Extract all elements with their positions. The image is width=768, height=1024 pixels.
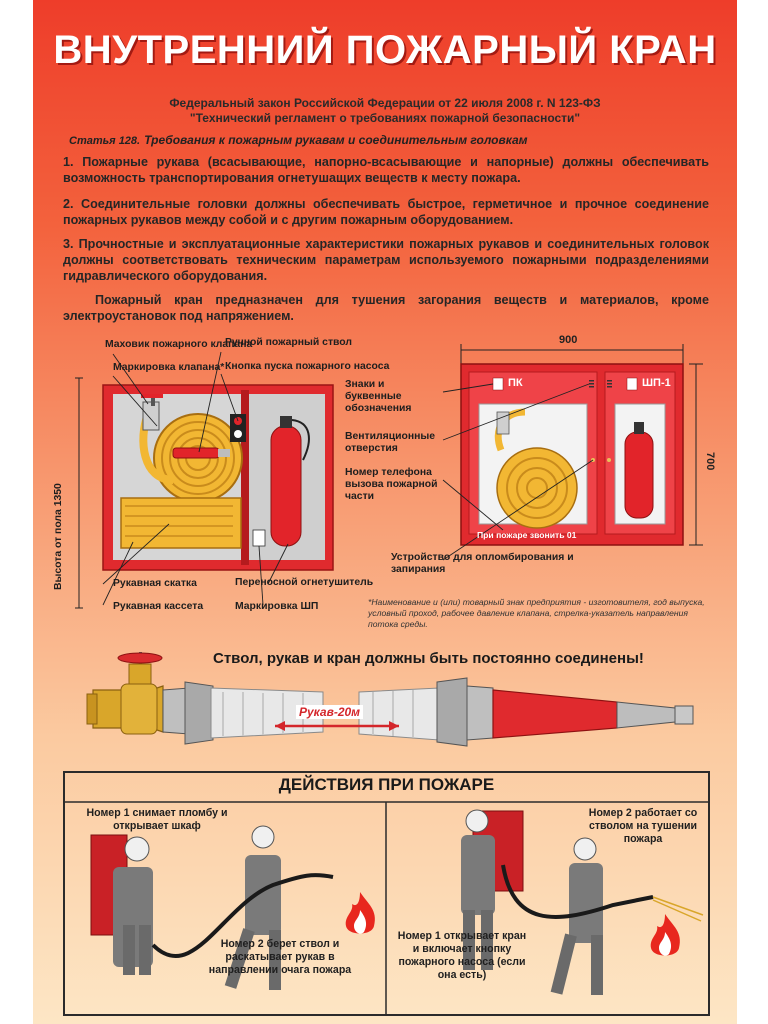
flame-icon (340, 890, 380, 940)
paragraph-2: 2. Соединительные головки должны обеспечивать быстрое, герметичное и прочное соединение пожарных рукавов между собой и с другим пожарным оборудованием. (63, 197, 709, 227)
article-heading (69, 133, 528, 147)
slogan: Ствол, рукав и кран должны быть постоянно соединены! (213, 650, 644, 667)
label-seal-device: Устройство для опломбирования и запирания (391, 552, 574, 575)
article-title: Требования к пожарным рукавам и соединительным головкам (144, 133, 528, 147)
action-step-1: Номер 1 снимает пломбу и открывает шкаф (86, 807, 228, 832)
label-pump-button: Кнопка пуска пожарного насоса (225, 361, 390, 372)
label-phone: Номер телефона вызова пожарной части (345, 467, 438, 502)
label-vents: Вентиляционные отверстия (345, 431, 436, 454)
label-signs: Знаки и буквенные обозначения (345, 379, 412, 414)
label-valve-marking: Маркировка клапана* (113, 362, 225, 373)
actions-title: ДЕЙСТВИЯ ПРИ ПОЖАРЕ (278, 775, 495, 794)
label-valve-wheel: Маховик пожарного клапана (105, 339, 253, 350)
sign-pk: ПК (508, 377, 523, 389)
law-line-2: "Технический регламент о требованиях пожарной безопасности" (189, 111, 581, 125)
poster-title: ВНУТРЕННИЙ ПОЖАРНЫЙ КРАН (53, 28, 717, 72)
paragraph-purpose: Пожарный кран предназначен для тушения загорания веществ и материалов, кроме электроустановок под напряжением. (63, 293, 709, 323)
label-cabinet-marking: Маркировка ШП (235, 601, 319, 612)
law-reference (33, 96, 737, 126)
hose-length-label: Рукав-20м (296, 705, 363, 719)
paragraph-1: 1. Пожарные рукава (всасывающие, напорно-всасывающие и напорные) должны обеспечивать возможность транспортирования огнетушащих веществ к месту пожара. (63, 155, 709, 185)
footnote: *Наименование и (или) товарный знак предприятия - изготовителя, год выпуска, условный проход, рабочее давление клапана, стрелка-указатель направления потока среды. (368, 597, 705, 629)
dimension-height: 700 (704, 452, 716, 471)
action-step-4: Номер 2 работает со стволом на тушении пожара (588, 807, 698, 845)
cabinet-closed-diagram (453, 340, 713, 555)
article-number: Статья 128. (69, 135, 141, 147)
poster (33, 0, 737, 1024)
hose-assembly-illustration (83, 648, 703, 763)
firefighter-step-1-illustration (73, 815, 373, 1015)
law-line-1: Федеральный закон Российской Федерации от 22 июля 2008 г. N 123-ФЗ (169, 96, 601, 110)
label-extinguisher: Переносной огнетушитель (235, 577, 374, 588)
action-step-2: Номер 2 берет ствол и раскатывает рукав в направлении очага пожара (208, 938, 352, 976)
label-manual-nozzle: Ручной пожарный ствол (225, 337, 352, 348)
dimension-width: 900 (559, 334, 578, 346)
sign-shp: ШП-1 (642, 377, 671, 389)
flame-icon (645, 912, 685, 962)
action-step-3: Номер 1 открывает кран и включает кнопку пожарного насоса (если она есть) (397, 930, 527, 981)
label-hose-roll: Рукавная скатка (113, 578, 197, 589)
paragraph-3: 3. Прочностные и эксплуатационные характеристики пожарных рукавов и соединительных головок должны соответствовать техническим параметрам используемого пожарными подразделениями гидравлического оборудования. (63, 237, 709, 283)
label-hose-cassette: Рукавная кассета (113, 601, 204, 612)
label-height-from-floor: Высота от пола 1350 (53, 483, 64, 590)
door-sign-call: При пожаре звонить 01 (477, 530, 577, 540)
